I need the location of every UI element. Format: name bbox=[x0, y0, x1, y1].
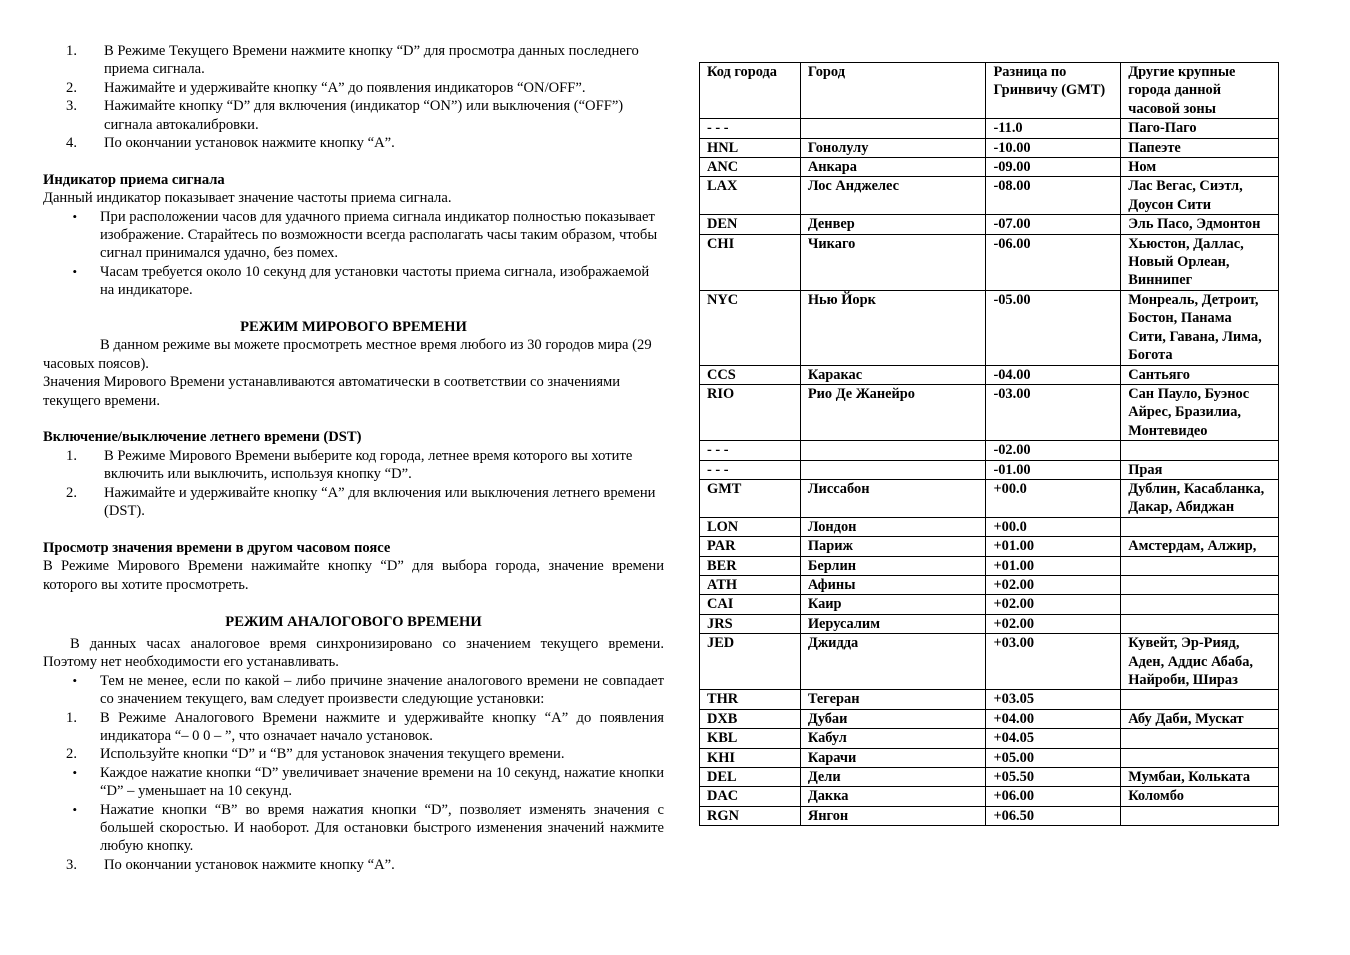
table-cell: +04.05 bbox=[986, 729, 1121, 748]
table-cell: Кабул bbox=[800, 729, 986, 748]
list-item: • Часам требуется около 10 секунд для установки частоты приема сигнала, изображаемой на индикаторе. bbox=[72, 263, 650, 299]
table-cell bbox=[1121, 575, 1279, 594]
table-cell: -01.00 bbox=[986, 460, 1121, 479]
header-cell: Другие крупные города данной часовой зоны bbox=[1121, 63, 1279, 119]
table-cell: +03.05 bbox=[986, 690, 1121, 709]
table-cell: +00.0 bbox=[986, 479, 1121, 517]
table-cell: Сантьяго bbox=[1121, 365, 1279, 384]
list-item: 1. В Режиме Мирового Времени выберите код города, летнее время которого вы хотите включить или выключить, используя кнопку “D”. bbox=[66, 447, 633, 483]
table-cell: +06.00 bbox=[986, 787, 1121, 806]
table-row bbox=[700, 119, 1279, 138]
table-cell: Дели bbox=[800, 768, 986, 787]
table-cell: +02.00 bbox=[986, 595, 1121, 614]
table-cell: -08.00 bbox=[986, 177, 1121, 215]
table-cell: Иерусалим bbox=[800, 614, 986, 633]
header-cell: Разница по Гринвичу (GMT) bbox=[986, 63, 1121, 119]
list-item: 3. Нажимайте кнопку “D” для включения (индикатор “ON”) или выключения (“OFF”) сигнала автокалибровки. bbox=[66, 98, 624, 133]
table-row bbox=[700, 556, 1279, 575]
list-item: • Тем не менее, если по какой – либо причине значение аналогового времени не совпадает со значением текущего, вам следует произвести следующие установки: bbox=[72, 672, 664, 708]
table-row bbox=[700, 365, 1279, 384]
table-cell bbox=[1121, 595, 1279, 614]
table-cell: Анкара bbox=[800, 158, 986, 177]
table-cell: Париж bbox=[800, 537, 986, 556]
table-cell: DXB bbox=[700, 709, 801, 728]
table-cell: Янгон bbox=[800, 806, 986, 825]
section-heading-signal: Индикатор приема сигнала bbox=[43, 171, 225, 188]
table-cell: RGN bbox=[700, 806, 801, 825]
table-cell: - - - bbox=[700, 460, 801, 479]
table-cell: -11.0 bbox=[986, 119, 1121, 138]
table-row bbox=[700, 748, 1279, 767]
table-row bbox=[700, 234, 1279, 290]
table-cell: Коломбо bbox=[1121, 787, 1279, 806]
table-row bbox=[700, 479, 1279, 517]
table-row bbox=[700, 384, 1279, 440]
table-row bbox=[700, 634, 1279, 690]
table-cell: +01.00 bbox=[986, 556, 1121, 575]
table-cell: +04.00 bbox=[986, 709, 1121, 728]
table-cell bbox=[1121, 556, 1279, 575]
section-heading-zone: Просмотр значения времени в другом часовом поясе bbox=[43, 539, 391, 556]
table-cell: +06.50 bbox=[986, 806, 1121, 825]
table-cell: DEL bbox=[700, 768, 801, 787]
header-cell: Код города bbox=[700, 63, 801, 119]
table-cell: Абу Даби, Мускат bbox=[1121, 709, 1279, 728]
table-cell: Чикаго bbox=[800, 234, 986, 290]
table-cell: -05.00 bbox=[986, 290, 1121, 365]
table-cell: +03.00 bbox=[986, 634, 1121, 690]
table-cell: Гонолулу bbox=[800, 138, 986, 157]
table-cell: Каир bbox=[800, 595, 986, 614]
list-item: 1. В Режиме Аналогового Времени нажмите и удерживайте кнопку “A” до появления индикатора “– 0 0 – ”, что означает начало установок. bbox=[66, 709, 664, 744]
paragraph: Значения Мирового Времени устанавливаются автоматически в соответствии со значениями текущего времени. bbox=[43, 374, 621, 409]
table-row bbox=[700, 441, 1279, 460]
table-cell: Афины bbox=[800, 575, 986, 594]
table-cell: - - - bbox=[700, 441, 801, 460]
table-cell bbox=[1121, 729, 1279, 748]
list-steps-signal bbox=[43, 42, 664, 152]
table-cell: LON bbox=[700, 517, 801, 536]
table-cell: GMT bbox=[700, 479, 801, 517]
table-cell bbox=[800, 119, 986, 138]
table-cell: Карачи bbox=[800, 748, 986, 767]
table-cell: CCS bbox=[700, 365, 801, 384]
table-header-row bbox=[700, 63, 1279, 119]
table-cell: Лос Анджелес bbox=[800, 177, 986, 215]
list-item: • При расположении часов для удачного приема сигнала индикатор полностью показывает изображение. Старайтесь по возможности всегда располагать часы таким образом, чтобы сигнал принимался удачно, без помех. bbox=[72, 208, 658, 262]
table-cell: Джидда bbox=[800, 634, 986, 690]
list-item: 1. В Режиме Текущего Времени нажмите кнопку “D” для просмотра данных последнего приема сигнала. bbox=[66, 43, 639, 78]
table-cell: Дакка bbox=[800, 787, 986, 806]
table-cell: Нью Йорк bbox=[800, 290, 986, 365]
table-cell: BER bbox=[700, 556, 801, 575]
table-cell bbox=[1121, 441, 1279, 460]
table-cell: +02.00 bbox=[986, 575, 1121, 594]
table-row bbox=[700, 537, 1279, 556]
table-cell: LAX bbox=[700, 177, 801, 215]
table-cell bbox=[1121, 748, 1279, 767]
table-row bbox=[700, 158, 1279, 177]
list-item: • Каждое нажатие кнопки “D” увеличивает значение времени на 10 секунд, нажатие кнопки “D” – уменьшает на 10 секунд. bbox=[72, 764, 664, 800]
table-cell bbox=[1121, 614, 1279, 633]
table-cell: PAR bbox=[700, 537, 801, 556]
table-cell: -10.00 bbox=[986, 138, 1121, 157]
table-cell: KBL bbox=[700, 729, 801, 748]
timezone-table bbox=[699, 62, 1279, 826]
table-row bbox=[700, 575, 1279, 594]
table-cell: Прая bbox=[1121, 460, 1279, 479]
table-cell: KHI bbox=[700, 748, 801, 767]
table-cell: Берлин bbox=[800, 556, 986, 575]
table-cell bbox=[800, 460, 986, 479]
table-cell: Мумбаи, Кольката bbox=[1121, 768, 1279, 787]
table-cell: -03.00 bbox=[986, 384, 1121, 440]
table-cell bbox=[1121, 806, 1279, 825]
list-item: 3. По окончании установок нажмите кнопку “A”. bbox=[66, 856, 395, 873]
list-item: • Нажатие кнопки “B” во время нажатия кнопки “D”, позволяет изменять значения с большей скоростью. И наоборот. Для остановки быстрого изменения значений нажмите любую кнопку. bbox=[72, 801, 664, 855]
table-cell: -04.00 bbox=[986, 365, 1121, 384]
table-row bbox=[700, 138, 1279, 157]
table-cell: CHI bbox=[700, 234, 801, 290]
table-cell: JRS bbox=[700, 614, 801, 633]
table-cell: NYC bbox=[700, 290, 801, 365]
section-title-analog: РЕЖИМ АНАЛОГОВОГО ВРЕМЕНИ bbox=[225, 613, 482, 630]
section-title-world: РЕЖИМ МИРОВОГО ВРЕМЕНИ bbox=[240, 319, 467, 336]
list-bullets-signal bbox=[43, 208, 664, 300]
table-cell: Денвер bbox=[800, 215, 986, 234]
table-cell: Сан Пауло, Буэнос Айрес, Бразилиа, Монтевидео bbox=[1121, 384, 1279, 440]
table-row bbox=[700, 690, 1279, 709]
table-cell: Монреаль, Детроит, Бостон, Панама Сити, Гавана, Лима, Богота bbox=[1121, 290, 1279, 365]
list-item: 2. Используйте кнопки “D” и “B” для установок значения текущего времени. bbox=[66, 746, 565, 763]
table-cell: -07.00 bbox=[986, 215, 1121, 234]
table-cell: Дубаи bbox=[800, 709, 986, 728]
table-cell: Лондон bbox=[800, 517, 986, 536]
table-cell: RIO bbox=[700, 384, 801, 440]
table-cell: - - - bbox=[700, 119, 801, 138]
table-cell: +05.00 bbox=[986, 748, 1121, 767]
table-row bbox=[700, 177, 1279, 215]
table-row bbox=[700, 460, 1279, 479]
table-cell: ATH bbox=[700, 575, 801, 594]
table-cell: Ном bbox=[1121, 158, 1279, 177]
table-cell: Папеэте bbox=[1121, 138, 1279, 157]
left-column bbox=[43, 42, 664, 874]
list-steps-dst bbox=[43, 447, 664, 521]
table-cell: +02.00 bbox=[986, 614, 1121, 633]
table-cell: Амстердам, Алжир, bbox=[1121, 537, 1279, 556]
paragraph: В данных часах аналоговое время синхронизировано со значением текущего времени. Поэтому нет необходимости его устанавливать. bbox=[43, 635, 664, 671]
table-cell: CAI bbox=[700, 595, 801, 614]
table-row bbox=[700, 614, 1279, 633]
table-cell bbox=[1121, 690, 1279, 709]
table-cell: Паго-Паго bbox=[1121, 119, 1279, 138]
table-row bbox=[700, 787, 1279, 806]
table-row bbox=[700, 517, 1279, 536]
table-cell: ANC bbox=[700, 158, 801, 177]
section-heading-dst: Включение/выключение летнего времени (DST) bbox=[43, 429, 362, 446]
list-item: 4. По окончании установок нажмите кнопку “A”. bbox=[66, 135, 395, 152]
table-cell: -09.00 bbox=[986, 158, 1121, 177]
table-cell: HNL bbox=[700, 138, 801, 157]
table-cell: Кувейт, Эр-Рияд, Аден, Аддис Абаба, Найроби, Шираз bbox=[1121, 634, 1279, 690]
table-cell: -06.00 bbox=[986, 234, 1121, 290]
table-cell: Каракас bbox=[800, 365, 986, 384]
table-cell: DEN bbox=[700, 215, 801, 234]
table-cell: DAC bbox=[700, 787, 801, 806]
table-cell: THR bbox=[700, 690, 801, 709]
table-cell: Тегеран bbox=[800, 690, 986, 709]
table-cell: +00.0 bbox=[986, 517, 1121, 536]
table-row bbox=[700, 806, 1279, 825]
table-cell: +01.00 bbox=[986, 537, 1121, 556]
table-cell: JED bbox=[700, 634, 801, 690]
list-item: 2. Нажимайте и удерживайте кнопку “A” до появления индикаторов “ON/OFF”. bbox=[66, 79, 586, 96]
table-cell: Дублин, Касабланка, Дакар, Абиджан bbox=[1121, 479, 1279, 517]
table-cell: -02.00 bbox=[986, 441, 1121, 460]
table-row bbox=[700, 709, 1279, 728]
paragraph: Данный индикатор показывает значение частоты приема сигнала. bbox=[43, 190, 452, 207]
table-cell: Лиссабон bbox=[800, 479, 986, 517]
timezone-table-wrapper bbox=[699, 62, 1279, 826]
table-cell: Эль Пасо, Эдмонтон bbox=[1121, 215, 1279, 234]
list-item: 2. Нажимайте и удерживайте кнопку “A” для включения или выключения летнего времени (DST). bbox=[66, 484, 656, 520]
table-cell bbox=[800, 441, 986, 460]
table-cell: +05.50 bbox=[986, 768, 1121, 787]
table-cell: Лас Вегас, Сиэтл, Доусон Сити bbox=[1121, 177, 1279, 215]
table-cell: Рио Де Жанейро bbox=[800, 384, 986, 440]
table-row bbox=[700, 595, 1279, 614]
table-row bbox=[700, 729, 1279, 748]
paragraph: В данном режиме вы можете просмотреть местное время любого из 30 городов мира (29 часовых поясов). bbox=[43, 337, 652, 372]
table-cell: Хьюстон, Даллас, Новый Орлеан, Виннипег bbox=[1121, 234, 1279, 290]
header-cell: Город bbox=[800, 63, 986, 119]
table-row bbox=[700, 215, 1279, 234]
table-row bbox=[700, 768, 1279, 787]
paragraph: В Режиме Мирового Времени нажимайте кнопку “D” для выбора города, значение времени которого вы хотите просмотреть. bbox=[43, 558, 664, 593]
table-cell bbox=[1121, 517, 1279, 536]
table-row bbox=[700, 290, 1279, 365]
